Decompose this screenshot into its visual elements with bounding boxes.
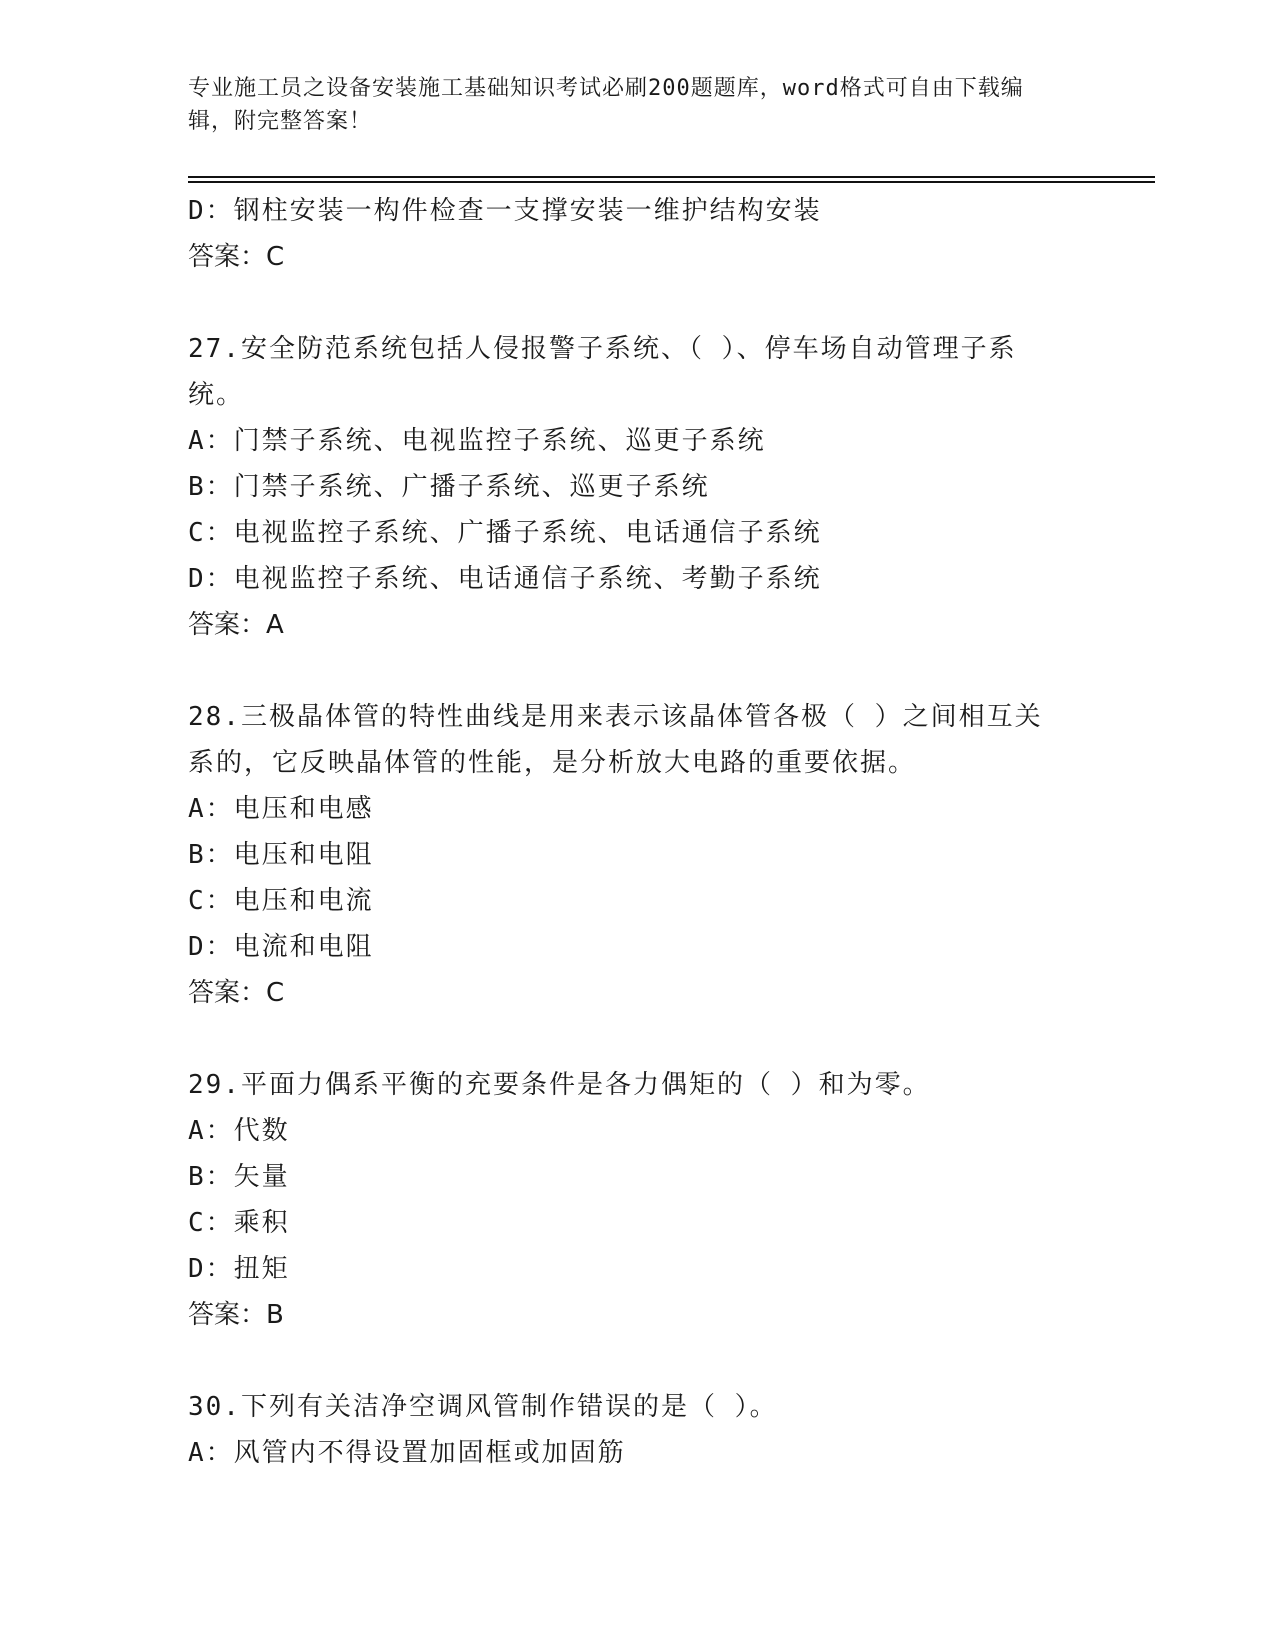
question-stem: 28.三极晶体管的特性曲线是用来表示该晶体管各极（ ）之间相互关系的，它反映晶体管的性能，是分析放大电路的重要依据。 — [188, 702, 1043, 778]
question-29 — [188, 1062, 1068, 1338]
option-b: B：矢量 — [188, 1162, 290, 1192]
option-a: A：电压和电感 — [188, 794, 374, 824]
header-divider-bottom — [188, 181, 1155, 183]
option-a: A：门禁子系统、电视监控子系统、巡更子系统 — [188, 426, 766, 456]
option-c: C：电压和电流 — [188, 886, 374, 916]
document-header: 专业施工员之设备安装施工基础知识考试必刷200题题库，word格式可自由下载编辑，附完整答案！ — [188, 76, 1024, 134]
header-divider-top — [188, 176, 1155, 178]
option-b: B：门禁子系统、广播子系统、巡更子系统 — [188, 472, 710, 502]
answer-line: 答案：B — [188, 1300, 284, 1330]
answer-line: 答案：A — [188, 610, 284, 640]
option-b: B：电压和电阻 — [188, 840, 374, 870]
question-28 — [188, 694, 1068, 1016]
option-d: D：钢柱安装一构件检查一支撑安装一维护结构安装 — [188, 196, 822, 226]
option-a: A：代数 — [188, 1116, 290, 1146]
option-d: D：扭矩 — [188, 1254, 290, 1284]
question-stem: 29.平面力偶系平衡的充要条件是各力偶矩的（ ）和为零。 — [188, 1070, 931, 1100]
question-content — [188, 188, 1068, 1476]
option-c: C：电视监控子系统、广播子系统、电话通信子系统 — [188, 518, 822, 548]
option-c: C：乘积 — [188, 1208, 290, 1238]
question-27 — [188, 326, 1068, 648]
question-stem: 30.下列有关洁净空调风管制作错误的是（ ）。 — [188, 1392, 778, 1422]
answer-line: 答案：C — [188, 978, 285, 1008]
question-30 — [188, 1384, 1068, 1476]
question-stem: 27.安全防范系统包括人侵报警子系统、（ ）、停车场自动管理子系统。 — [188, 334, 1017, 410]
option-d: D：电流和电阻 — [188, 932, 374, 962]
option-a: A：风管内不得设置加固框或加固筋 — [188, 1438, 626, 1468]
answer-line: 答案：C — [188, 242, 285, 272]
option-d: D：电视监控子系统、电话通信子系统、考勤子系统 — [188, 564, 822, 594]
